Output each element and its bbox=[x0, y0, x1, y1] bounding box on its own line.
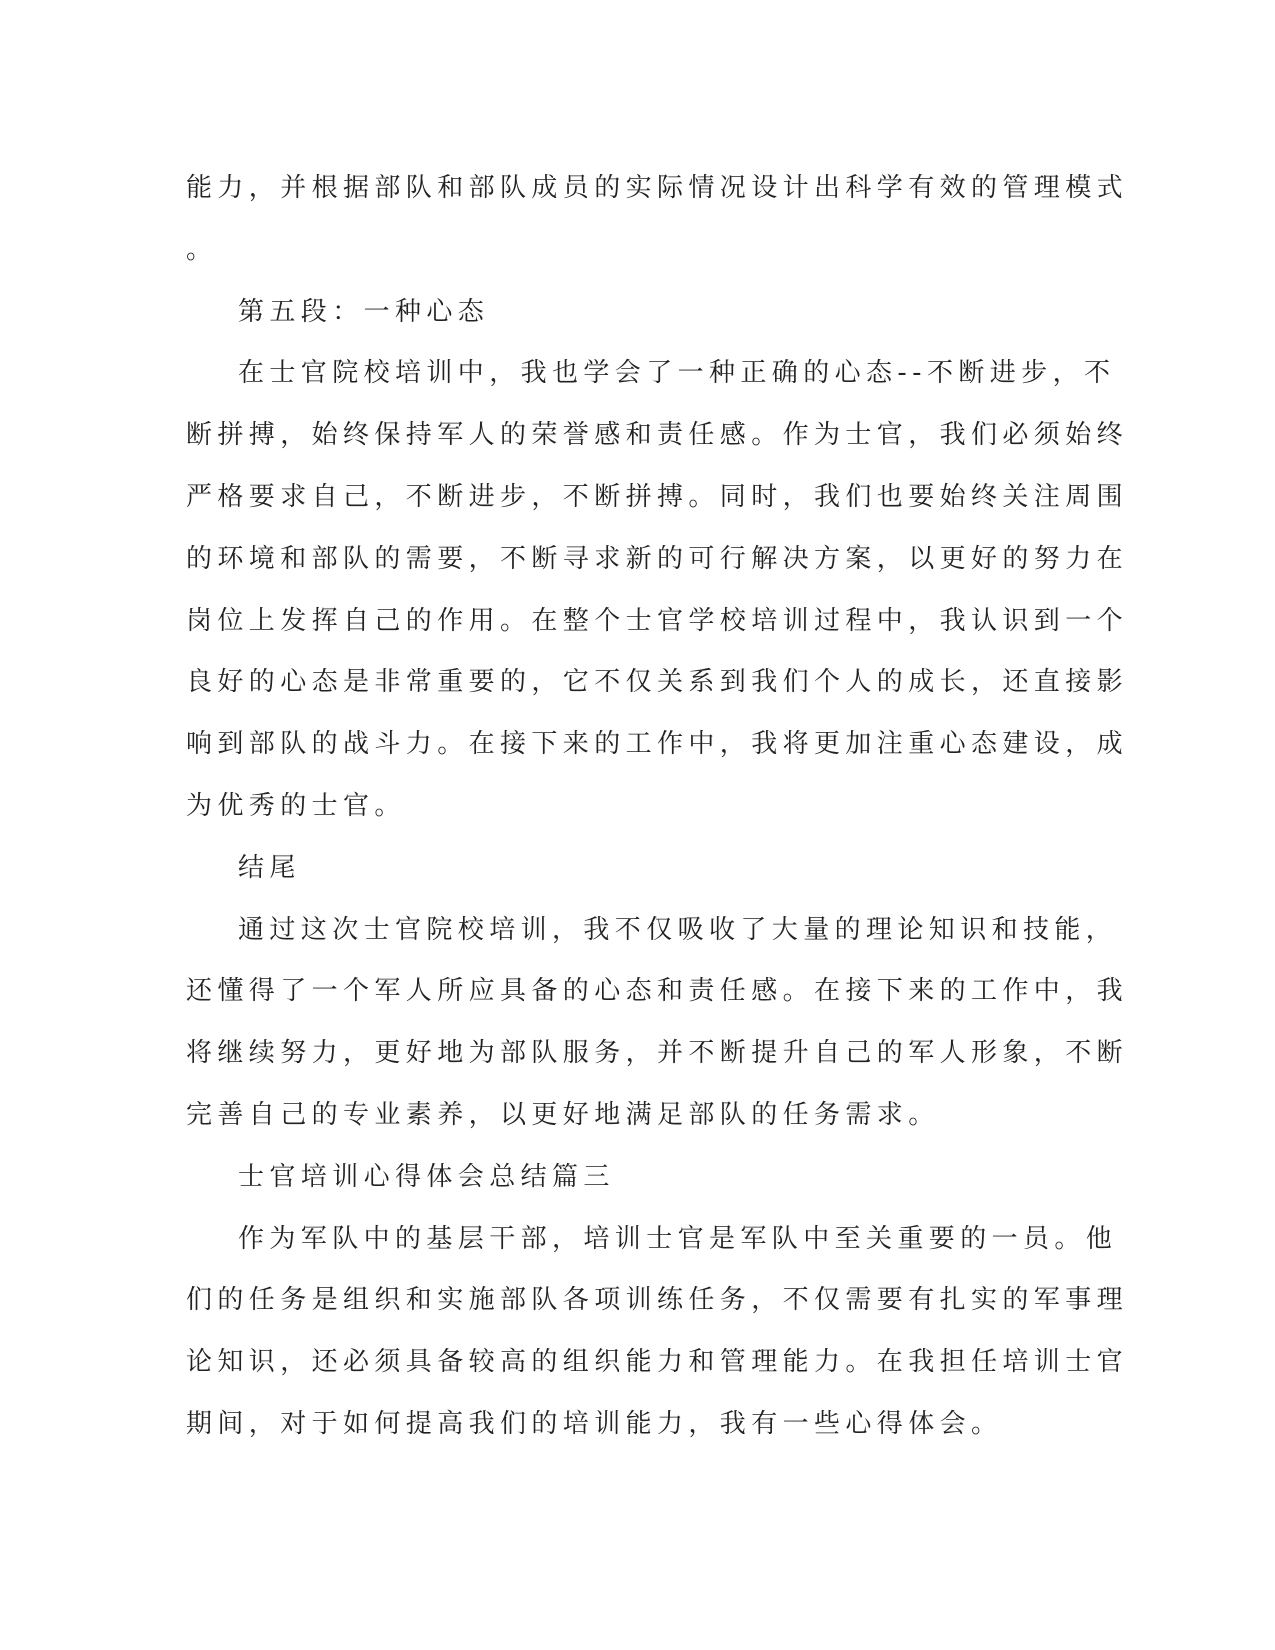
document-body bbox=[186, 158, 1129, 1456]
section-heading-ending bbox=[186, 838, 1066, 900]
text-line: 能力，并根据部队和部队成员的实际情况设计出科学有效的管理模式 bbox=[186, 173, 1129, 203]
text-line: 为优秀的士官。 bbox=[186, 790, 406, 821]
text-line: 断拼搏，始终保持军人的荣誉感和责任感。作为士官，我们必须始终 bbox=[186, 420, 1129, 451]
text-line: 期间，对于如何提高我们的培训能力，我有一些心得体会。 bbox=[186, 1408, 1003, 1439]
text-line: 通过这次士官院校培训，我不仅吸收了大量的理论知识和技能， bbox=[238, 914, 1118, 945]
paragraph-continued bbox=[186, 158, 1129, 282]
heading-text: 第五段：一种心态 bbox=[238, 296, 490, 327]
text-line: 们的任务是组织和实施部队各项训练任务，不仅需要有扎实的军事理 bbox=[186, 1285, 1129, 1316]
text-line: 将继续努力，更好地为部队服务，并不断提升自己的军人形象，不断 bbox=[186, 1038, 1129, 1069]
paragraph-conclusion bbox=[186, 900, 1129, 1147]
heading-text: 士官培训心得体会总结篇三 bbox=[238, 1161, 615, 1192]
section-heading-fifth bbox=[186, 282, 1066, 344]
text-line: 良好的心态是非常重要的，它不仅关系到我们个人的成长，还直接影 bbox=[186, 667, 1129, 698]
text-line: 响到部队的战斗力。在接下来的工作中，我将更加注重心态建设，成 bbox=[186, 729, 1129, 760]
heading-text: 结尾 bbox=[238, 852, 301, 883]
text-line: 作为军队中的基层干部，培训士官是军队中至关重要的一员。他 bbox=[238, 1223, 1118, 1254]
text-line: 的环境和部队的需要，不断寻求新的可行解决方案，以更好的努力在 bbox=[186, 543, 1129, 574]
paragraph-mindset bbox=[186, 343, 1129, 837]
text-line: 论知识，还必须具备较高的组织能力和管理能力。在我担任培训士官 bbox=[186, 1347, 1129, 1378]
text-line: 完善自己的专业素养，以更好地满足部队的任务需求。 bbox=[186, 1099, 940, 1130]
text-line: 岗位上发挥自己的作用。在整个士官学校培训过程中，我认识到一个 bbox=[186, 605, 1129, 636]
text-line: 。 bbox=[186, 234, 218, 265]
text-line: 还懂得了一个军人所应具备的心态和责任感。在接下来的工作中，我 bbox=[186, 976, 1129, 1007]
text-line: 在士官院校培训中，我也学会了一种正确的心态--不断进步，不 bbox=[238, 358, 1116, 389]
text-line: 严格要求自己，不断进步，不断拼搏。同时，我们也要始终关注周围 bbox=[186, 481, 1129, 512]
paragraph-trainer-role bbox=[186, 1209, 1129, 1456]
section-heading-part-three bbox=[186, 1147, 1066, 1209]
